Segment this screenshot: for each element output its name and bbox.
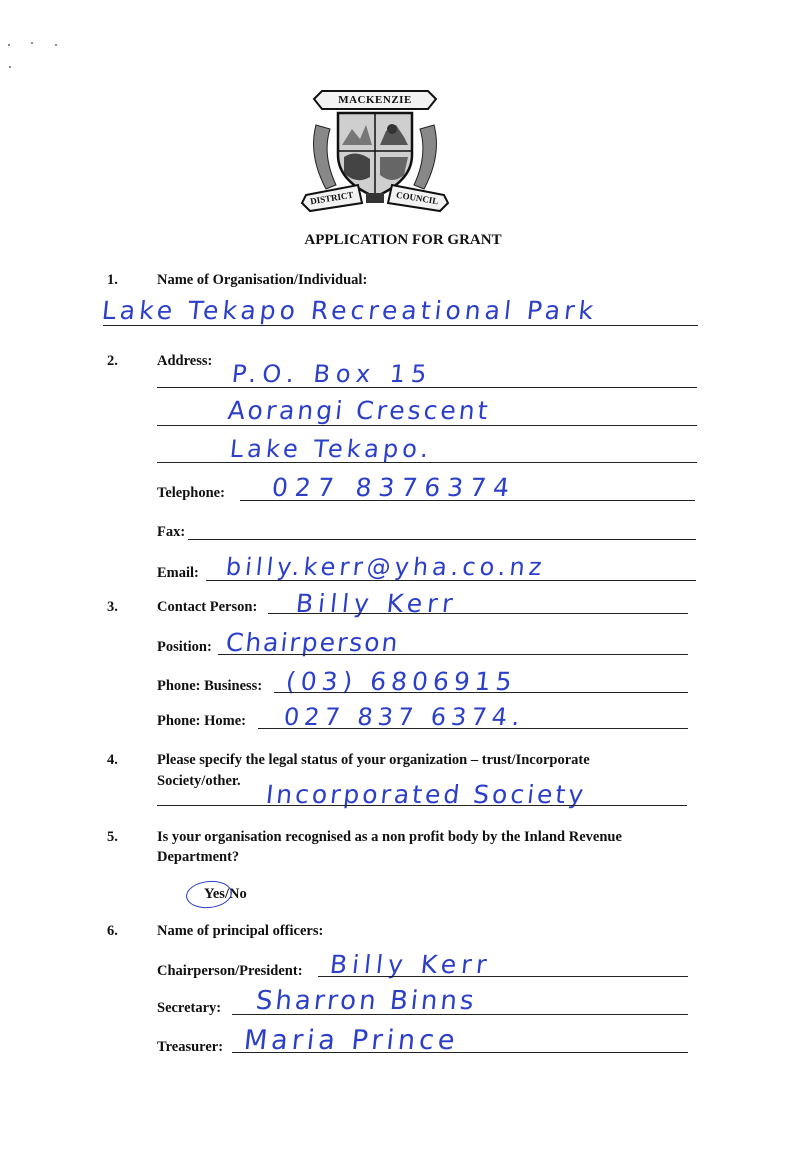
email-label: Email: <box>157 565 199 581</box>
q6-number: 6. <box>107 923 118 939</box>
chairperson-label: Chairperson/President: <box>157 963 303 979</box>
option-yes[interactable]: Yes <box>204 886 225 902</box>
chairperson-line <box>318 976 688 977</box>
option-no[interactable]: No <box>228 886 247 902</box>
treasurer-label: Treasurer: <box>157 1039 224 1055</box>
treasurer-line <box>232 1052 688 1053</box>
address-label: Address: <box>157 353 213 369</box>
q1-number: 1. <box>107 272 118 288</box>
legal-status-value[interactable]: Incorporated Society <box>264 780 588 809</box>
nonprofit-question-line1: Is your organisation recognised as a non profit body by the Inland Revenue <box>157 829 622 845</box>
email-line <box>206 580 696 581</box>
scan-speck <box>55 44 57 46</box>
nonprofit-question-line2: Department? <box>157 849 240 865</box>
q1-answer-line <box>103 325 698 326</box>
address-line-2-value[interactable]: Aorangi Crescent <box>226 396 493 425</box>
page-title: APPLICATION FOR GRANT <box>304 232 502 248</box>
logo-bottom-right-text: COUNCIL <box>395 189 440 207</box>
phone-home-label: Phone: Home: <box>157 713 246 729</box>
q4-number: 4. <box>107 752 118 768</box>
principal-officers-label: Name of principal officers: <box>157 923 324 939</box>
address-line-1 <box>157 387 697 388</box>
q5-number: 5. <box>107 829 118 845</box>
email-value[interactable]: billy.kerr@yha.co.nz <box>224 553 547 581</box>
chairperson-value[interactable]: Billy Kerr <box>328 950 493 979</box>
secretary-line <box>232 1014 688 1015</box>
telephone-line <box>240 500 695 501</box>
legal-status-question-line1: Please specify the legal status of your organization – trust/Incorporate <box>157 752 590 768</box>
phone-home-value[interactable]: 027 837 6374. <box>282 703 527 731</box>
treasurer-value[interactable]: Maria Prince <box>242 1025 461 1056</box>
address-line-3 <box>157 462 697 463</box>
fax-line <box>188 539 696 540</box>
telephone-value[interactable]: 027 8376374 <box>270 473 518 502</box>
scan-speck <box>31 42 33 44</box>
address-line-3-value[interactable]: Lake Tekapo. <box>228 435 434 463</box>
fax-label: Fax: <box>157 524 186 540</box>
option-separator: / <box>224 886 229 902</box>
phone-business-label: Phone: Business: <box>157 678 263 694</box>
contact-person-value[interactable]: Billy Kerr <box>294 589 459 618</box>
position-value[interactable]: Chairperson <box>224 628 402 657</box>
position-label: Position: <box>157 639 212 655</box>
q1-label: Name of Organisation/Individual: <box>157 272 368 288</box>
logo-top-text: MACKENZIE <box>338 94 412 106</box>
logo-bottom-left-text: DISTRICT <box>309 189 355 207</box>
phone-home-line <box>258 728 688 729</box>
secretary-label: Secretary: <box>157 1000 222 1016</box>
contact-person-label: Contact Person: <box>157 599 258 615</box>
phone-business-value[interactable]: (03) 6806915 <box>284 667 519 696</box>
contact-person-line <box>268 613 688 614</box>
q3-number: 3. <box>107 599 118 615</box>
yes-selected-circle <box>185 879 234 911</box>
address-line-2 <box>157 425 697 426</box>
phone-business-line <box>274 692 688 693</box>
address-line-1-value[interactable]: P.O. Box 15 <box>230 360 434 388</box>
scan-speck <box>8 44 10 46</box>
scan-speck <box>9 66 11 68</box>
legal-status-question-line2: Society/other. <box>157 773 241 789</box>
secretary-value[interactable]: Sharron Binns <box>254 986 479 1016</box>
council-crest-logo <box>300 85 450 215</box>
organisation-name-value[interactable]: Lake Tekapo Recreational Park <box>100 296 599 325</box>
legal-status-line <box>157 805 687 806</box>
position-line <box>218 654 688 655</box>
q2-number: 2. <box>107 353 118 369</box>
telephone-label: Telephone: <box>157 485 225 501</box>
